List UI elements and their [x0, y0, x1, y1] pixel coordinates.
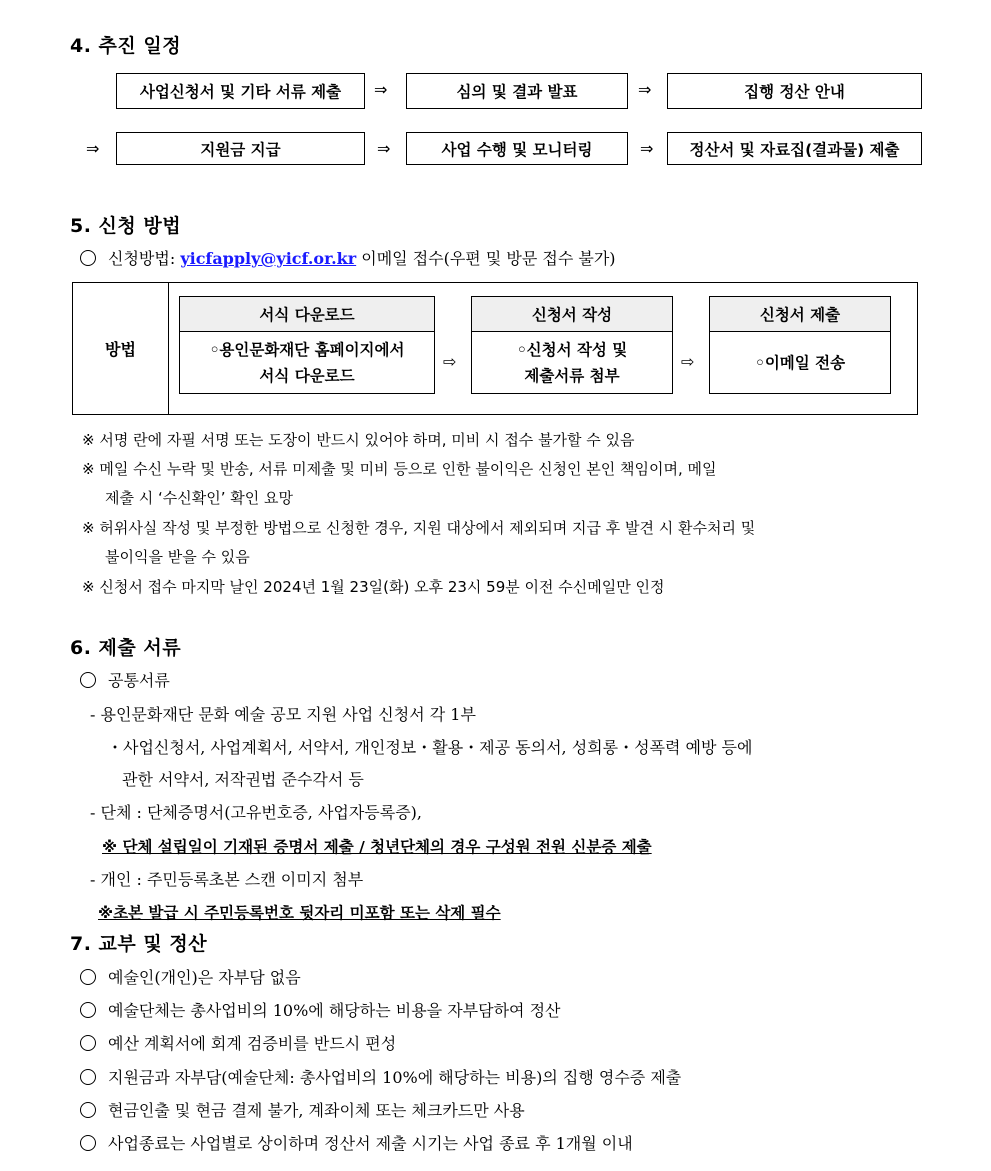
common-docs-line: 공통서류	[80, 668, 170, 691]
note-3-cont: 불이익을 받을 수 있음	[105, 548, 250, 566]
apply-method-line	[80, 246, 616, 269]
note-1: ※ 서명 란에 자필 서명 또는 도장이 반드시 있어야 하며, 미비 시 접수 불가할 수 있음	[82, 431, 635, 449]
arrow-right-icon: ⇒	[640, 139, 654, 158]
circle-bullet-icon	[80, 1102, 96, 1118]
schedule-step-2: 심의 및 결과 발표	[406, 73, 628, 109]
section-7-title: 7. 교부 및 정산	[70, 933, 208, 955]
arrow-right-icon: ⇒	[377, 139, 391, 158]
doc-note-group: ※ 단체 설립일이 기재된 증명서 제출 / 청년단체의 경우 구성원 전원 신분증 제출	[102, 838, 652, 856]
settle-item-5: 현금인출 및 현금 결제 불가, 계좌이체 또는 체크카드만 사용	[80, 1098, 525, 1121]
apply-method-suffix: 이메일 접수(우편 및 방문 접수 불가)	[356, 249, 616, 268]
email-link[interactable]: yicfapply@yicf.or.kr	[180, 249, 357, 268]
method-step-write	[471, 296, 673, 394]
step-body: ◦용인문화재단 홈페이지에서 서식 다운로드	[209, 341, 405, 385]
schedule-step-3: 집행 정산 안내	[667, 73, 922, 109]
method-step-download	[179, 296, 435, 394]
method-label: 방법	[73, 283, 169, 414]
note-2-cont: 제출 시 ‘수신확인’ 확인 요망	[105, 489, 293, 507]
circle-bullet-icon	[80, 1002, 96, 1018]
step-head: 서식 다운로드	[180, 297, 434, 332]
schedule-step-5: 사업 수행 및 모니터링	[406, 132, 628, 165]
step-head: 신청서 작성	[472, 297, 672, 332]
schedule-step-4: 지원금 지급	[116, 132, 365, 165]
circle-bullet-icon	[80, 1135, 96, 1151]
section-4-title: 4. 추진 일정	[70, 35, 182, 57]
step-head: 신청서 제출	[710, 297, 890, 332]
hollow-arrow-right-icon: ⇨	[681, 352, 695, 371]
arrow-right-icon: ⇒	[638, 80, 652, 99]
step-body: ◦신청서 작성 및 제출서류 첨부	[516, 341, 628, 385]
schedule-step-1: 사업신청서 및 기타 서류 제출	[116, 73, 365, 109]
doc-line-1: - 용인문화재단 문화 예술 공모 지원 사업 신청서 각 1부	[90, 705, 476, 724]
settle-item-4: 지원금과 자부담(예술단체: 총사업비의 10%에 해당하는 비용)의 집행 영수증 제출	[80, 1065, 681, 1088]
section-5-title: 5. 신청 방법	[70, 215, 182, 237]
doc-line-2: ・사업신청서, 사업계획서, 서약서, 개인정보・활용・제공 동의서, 성희롱・성폭력 예방 등에	[107, 738, 753, 757]
doc-line-3: 관한 서약서, 저작권법 준수각서 등	[122, 770, 364, 789]
note-3: ※ 허위사실 작성 및 부정한 방법으로 신청한 경우, 지원 대상에서 제외되며 지급 후 발견 시 환수처리 및	[82, 519, 756, 537]
circle-bullet-icon	[80, 1035, 96, 1051]
step-body: ◦이메일 전송	[754, 354, 846, 372]
apply-method-prefix: 신청방법:	[108, 249, 181, 268]
arrow-right-icon: ⇒	[374, 80, 388, 99]
doc-note-individual: ※초본 발급 시 주민등록번호 뒷자리 미포함 또는 삭제 필수	[98, 904, 501, 922]
circle-bullet-icon	[80, 250, 96, 266]
method-step-submit	[709, 296, 891, 394]
schedule-step-6: 정산서 및 자료집(결과물) 제출	[667, 132, 922, 165]
doc-line-5: - 개인 : 주민등록초본 스캔 이미지 첨부	[90, 870, 364, 889]
hollow-arrow-right-icon: ⇨	[443, 352, 457, 371]
section-6-title: 6. 제출 서류	[70, 637, 182, 659]
circle-bullet-icon	[80, 969, 96, 985]
arrow-right-icon: ⇒	[86, 139, 100, 158]
settle-item-3: 예산 계획서에 회계 검증비를 반드시 편성	[80, 1031, 396, 1054]
circle-bullet-icon	[80, 672, 96, 688]
circle-bullet-icon	[80, 1069, 96, 1085]
settle-item-2: 예술단체는 총사업비의 10%에 해당하는 비용을 자부담하여 정산	[80, 998, 560, 1021]
settle-item-1: 예술인(개인)은 자부담 없음	[80, 965, 301, 988]
settle-item-6: 사업종료는 사업별로 상이하며 정산서 제출 시기는 사업 종료 후 1개월 이내	[80, 1131, 633, 1154]
note-4: ※ 신청서 접수 마지막 날인 2024년 1월 23일(화) 오후 23시 59분 이전 수신메일만 인정	[82, 578, 665, 596]
note-2: ※ 메일 수신 누락 및 반송, 서류 미제출 및 미비 등으로 인한 불이익은 신청인 본인 책임이며, 메일	[82, 460, 717, 478]
doc-line-4: - 단체 : 단체증명서(고유번호증, 사업자등록증),	[90, 803, 423, 822]
